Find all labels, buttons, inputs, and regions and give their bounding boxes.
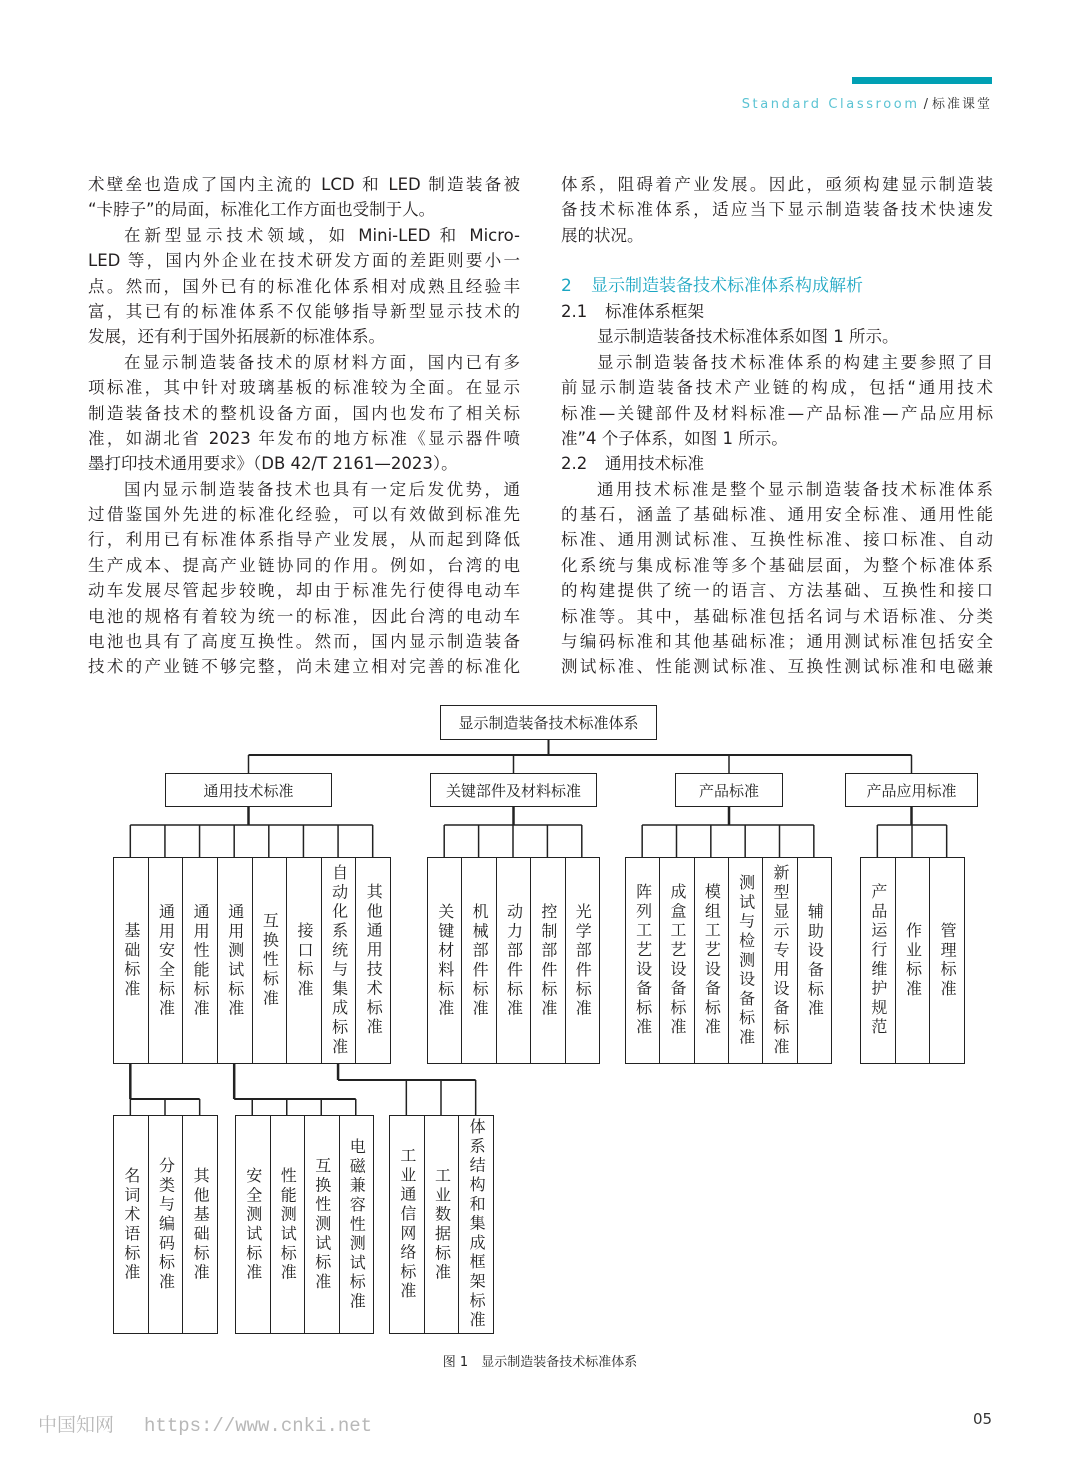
text-line: 与编码标准和其他基础标准；通用测试标准包括安全: [561, 632, 993, 652]
category-node: 通用技术标准: [165, 773, 332, 807]
text-line: 技术的产业链不够完整，尚未建立相对完善的标准化: [88, 657, 520, 677]
text-line: 生产成本、提高产业链协同的作用。例如，台湾的电: [88, 555, 520, 575]
standard-node: [182, 857, 218, 1064]
standard-node: [321, 857, 357, 1064]
box-label: 基础标准: [121, 921, 141, 1000]
section-title-cn: 标准课堂: [931, 97, 992, 112]
box-label: 通用测试标准: [225, 902, 245, 1019]
text-line: 化系统与集成标准等多个基础层面，为整个标准体系: [561, 555, 993, 575]
standard-node: [860, 857, 896, 1064]
box-label: 控制部件标准: [538, 902, 558, 1019]
standard-node: [728, 857, 763, 1064]
standard-node: [461, 857, 496, 1064]
sub-standard-node: [458, 1115, 494, 1334]
section-separator: /: [923, 97, 928, 112]
text-line: 通用技术标准是整个显示制造装备技术标准体系: [597, 479, 993, 499]
category-node: 产品标准: [675, 773, 783, 807]
heading-title: 通用技术标准: [605, 454, 704, 474]
box-label: 安全测试标准: [243, 1166, 263, 1283]
standard-node: [217, 857, 253, 1064]
standard-node: [762, 857, 797, 1064]
text-line: 显示制造装备技术标准体系的构建主要参照了目: [597, 352, 993, 372]
box-label: 工业数据标准: [432, 1166, 452, 1283]
box-label: 自动化系统与集成标准: [329, 864, 349, 1057]
box-label: 辅助设备标准: [805, 902, 825, 1019]
sub-standard-node: [235, 1115, 271, 1334]
standard-node: [694, 857, 729, 1064]
text-line: 标准等。其中，基础标准包括名词与术语标准、分类: [561, 606, 993, 626]
figure-caption: 图 1 显示制造装备技术标准体系: [442, 1355, 638, 1370]
standard-node: [427, 857, 462, 1064]
standard-node: [252, 857, 288, 1064]
box-label: 阵列工艺设备标准: [633, 883, 653, 1038]
text-line: “卡脖子”的局面，标准化工作方面也受制于人。: [88, 200, 436, 220]
sub-standard-node: [113, 1115, 149, 1334]
text-line: 的基石，涵盖了基础标准、通用安全标准、通用性能: [561, 505, 993, 525]
box-label: 管理标准: [938, 921, 958, 1000]
text-line: 国内显示制造装备技术也具有一定后发优势，通: [124, 479, 520, 499]
heading-title: 显示制造装备技术标准体系构成解析: [591, 275, 863, 296]
text-line: 制造装备技术的整机设备方面，国内也发布了相关标: [88, 403, 520, 423]
sub-standard-node: [270, 1115, 306, 1334]
text-line: 测试标准、性能测试标准、互换性测试标准和电磁兼: [561, 657, 993, 677]
standard-node: [659, 857, 694, 1064]
box-label: 分类与编码标准: [156, 1156, 176, 1293]
text-line: 墨打印技术通用要求》（DB 42/T 2161—2023）。: [88, 454, 458, 474]
text-line: 展的状况。: [561, 225, 644, 245]
text-line: 过借鉴国外先进的标准化经验，可以有效做到标准先: [88, 505, 520, 525]
sub-standard-node: [304, 1115, 340, 1334]
standard-node: [625, 857, 660, 1064]
text-line: LED 等，国内外企业在技术研发方面的差距则要小一: [88, 251, 520, 271]
text-line: 前显示制造装备技术产业链的构成，包括“通用技术: [561, 378, 993, 398]
text-line: 在显示制造装备技术的原材料方面，国内已有多: [124, 352, 520, 372]
text-line: 发展，还有利于国外拓展新的标准体系。: [88, 327, 385, 347]
box-label: 电磁兼容性测试标准: [347, 1137, 367, 1312]
box-label: 名词术语标准: [121, 1166, 141, 1283]
text-line: 电池的规格有着较为统一的标准，因此台湾的电动车: [88, 606, 520, 626]
sub-standard-node: [339, 1115, 375, 1334]
text-line: 标准—关键部件及材料标准—产品标准—产品应用标: [561, 403, 993, 423]
heading-number: 2.2: [561, 454, 588, 474]
standard-node: [496, 857, 531, 1064]
sub-standard-node: [148, 1115, 184, 1334]
box-label: 动力部件标准: [504, 902, 524, 1019]
standard-node: [355, 857, 391, 1064]
standard-node: [148, 857, 184, 1064]
box-label: 互换性标准: [260, 912, 280, 1009]
text-line: 备技术标准体系，适应当下显示制造装备技术快速发: [561, 200, 993, 220]
box-label: 体系结构和集成框架标准: [467, 1118, 487, 1331]
heading-title: 标准体系框架: [605, 301, 704, 321]
text-line: 体系，阻碍着产业发展。因此，亟须构建显示制造装: [561, 175, 993, 194]
standard-node: [113, 857, 149, 1064]
box-label: 性能测试标准: [278, 1166, 298, 1283]
sub-standard-node: [389, 1115, 425, 1334]
box-label: 机械部件标准: [470, 902, 490, 1019]
root-node: 显示制造装备技术标准体系: [440, 705, 657, 740]
box-label: 模组工艺设备标准: [702, 883, 722, 1038]
box-label: 工业通信网络标准: [397, 1147, 417, 1302]
heading-number: 2: [561, 275, 572, 296]
text-line: 在新型显示技术领域，如 Mini-LED 和 Micro-: [124, 225, 520, 245]
box-label: 光学部件标准: [573, 902, 593, 1019]
box-label: 测试与检测设备标准: [736, 873, 756, 1048]
text-line: 的构建提供了统一的语言、方法基础、互换性和接口: [561, 581, 993, 601]
box-label: 关键材料标准: [435, 902, 455, 1019]
standard-node: [895, 857, 931, 1064]
box-label: 其他基础标准: [191, 1166, 211, 1283]
text-line: 动车发展尽管起步较晚，却由于标准先行使得电动车: [88, 581, 520, 601]
page-number: 05: [973, 1410, 993, 1428]
standard-node: [929, 857, 965, 1064]
box-label: 新型显示专用设备标准: [770, 864, 790, 1057]
box-label: 其他通用技术标准: [364, 883, 384, 1038]
standard-node: [530, 857, 565, 1064]
standard-node: [797, 857, 832, 1064]
text-line: 富，其已有的标准体系不仅能够指导新型显示技术的: [88, 301, 520, 321]
watermark-url: https://www.cnki.net: [144, 1415, 373, 1437]
text-line: 项标准，其中针对玻璃基板的标准较为全面。在显示: [88, 378, 520, 398]
standard-node: [565, 857, 600, 1064]
text-line: 术壁垒也造成了国内主流的 LCD 和 LED 制造装备被: [88, 175, 520, 194]
box-label: 作业标准: [903, 921, 923, 1000]
heading-number: 2.1: [561, 301, 588, 321]
text-line: 行，利用已有标准体系指导产业发展，从而起到降低: [88, 530, 520, 550]
category-node: 产品应用标准: [845, 773, 978, 807]
box-label: 通用性能标准: [191, 902, 211, 1019]
sub-standard-node: [182, 1115, 218, 1334]
box-label: 接口标准: [294, 921, 314, 1000]
box-label: 产品运行维护规范: [868, 883, 888, 1038]
box-label: 互换性测试标准: [312, 1156, 332, 1293]
sub-standard-node: [424, 1115, 460, 1334]
watermark-cn: 中国知网: [38, 1414, 115, 1436]
box-label: 通用安全标准: [156, 902, 176, 1019]
category-node: 关键部件及材料标准: [430, 773, 597, 807]
text-line: 电池也具有了高度互换性。然而，国内显示制造装备: [88, 632, 520, 652]
text-line: 准”4 个子体系，如图 1 所示。: [561, 428, 788, 448]
section-title-en: Standard Classroom: [741, 97, 920, 112]
cnki-watermark: [38, 1410, 372, 1437]
text-line: 显示制造装备技术标准体系如图 1 所示。: [597, 327, 899, 347]
standard-node: [286, 857, 322, 1064]
text-line: 标准、通用测试标准、互换性标准、接口标准、自动: [561, 530, 993, 550]
text-line: 准，如湖北省 2023 年发布的地方标准《显示器件喷: [88, 428, 520, 448]
box-label: 成盒工艺设备标准: [667, 883, 687, 1038]
text-line: 点。然而，国外已有的标准化体系相对成熟且经验丰: [88, 276, 520, 296]
